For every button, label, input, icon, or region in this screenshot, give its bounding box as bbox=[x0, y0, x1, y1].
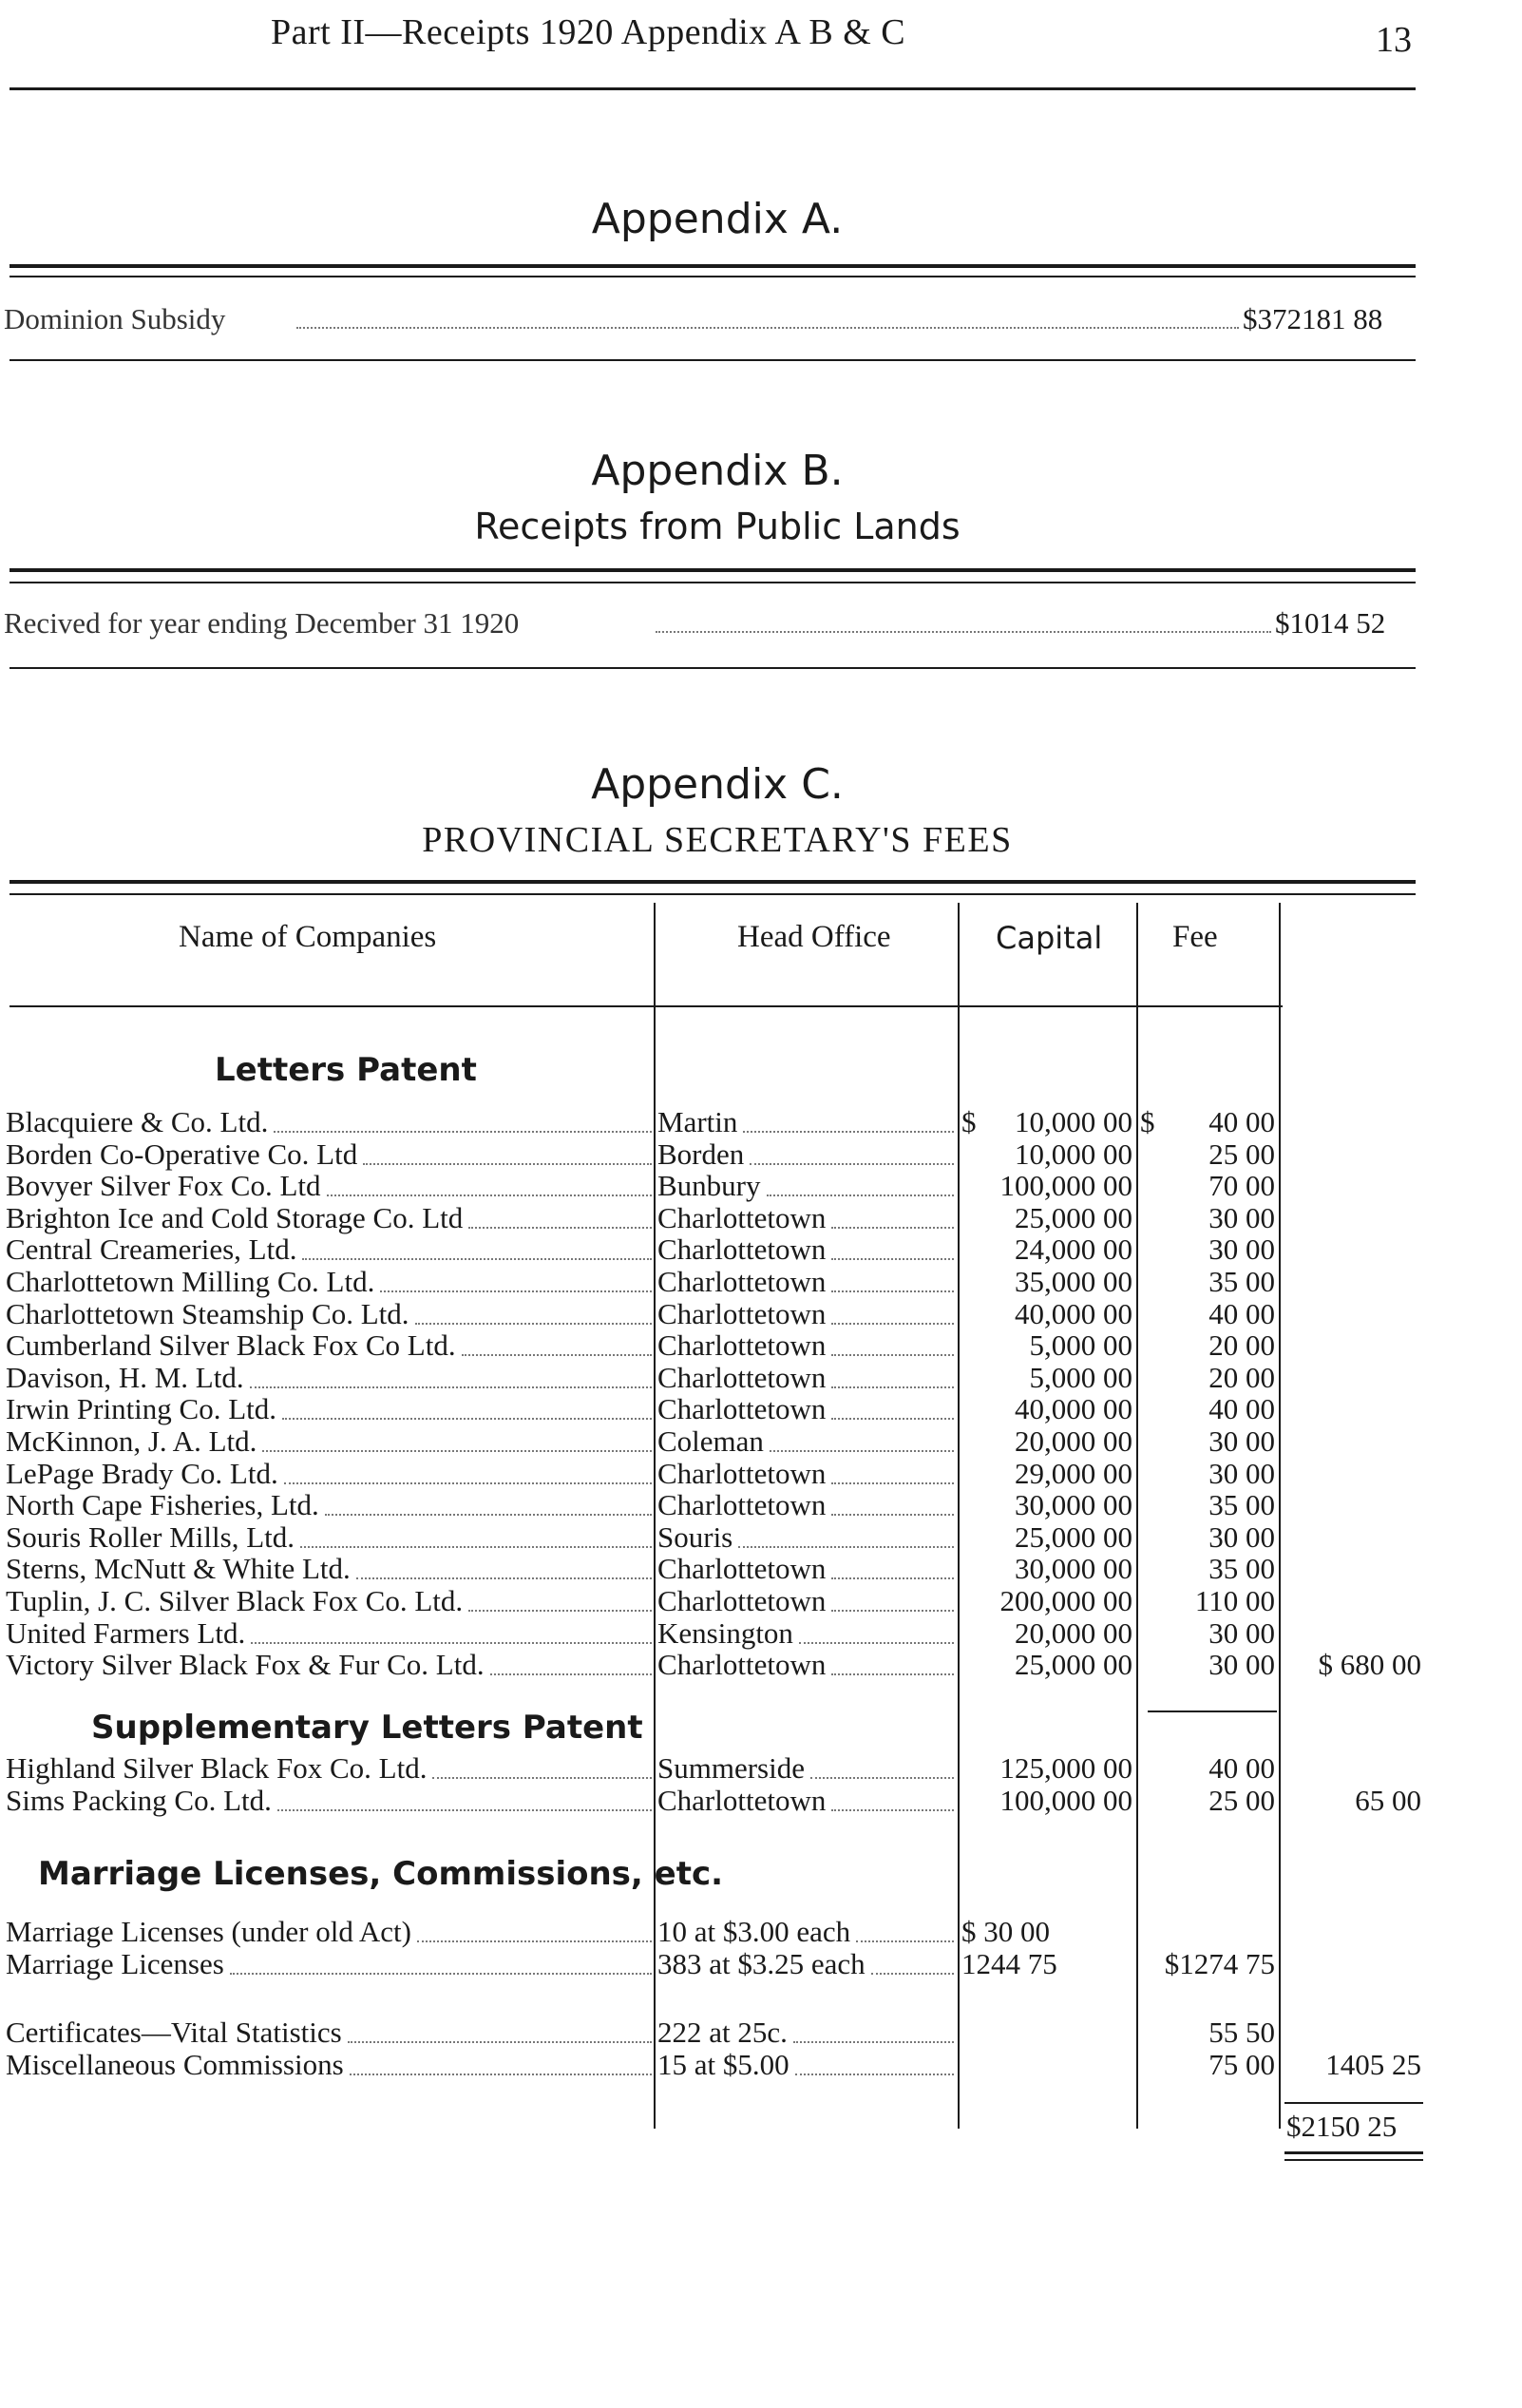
capital-value: 100,000 00 bbox=[999, 1170, 1132, 1203]
fee-value: 30 00 bbox=[1208, 1425, 1275, 1458]
head-office: Summerside bbox=[657, 1752, 805, 1785]
company-name: Charlottetown Steamship Co. Ltd. bbox=[6, 1297, 409, 1330]
office-leader bbox=[831, 1458, 954, 1490]
table-row bbox=[0, 1916, 1522, 1948]
company-name: Borden Co-Operative Co. Ltd bbox=[6, 1137, 358, 1171]
company-name: Sterns, McNutt & White Ltd. bbox=[6, 1553, 351, 1586]
name-leader bbox=[356, 1553, 652, 1585]
head-office: Charlottetown bbox=[657, 1201, 827, 1234]
company-name: Victory Silver Black Fox & Fur Co. Ltd. bbox=[6, 1649, 485, 1682]
office-leader bbox=[871, 1948, 954, 1980]
head-office: Charlottetown bbox=[657, 1585, 827, 1617]
head-office: Charlottetown bbox=[657, 1784, 827, 1817]
company-name: United Farmers Ltd. bbox=[6, 1616, 246, 1650]
table-row bbox=[0, 1170, 1522, 1202]
fee-value: 40 00 bbox=[1208, 1752, 1275, 1785]
table-row bbox=[0, 1649, 1522, 1681]
company-name: Highland Silver Black Fox Co. Ltd. bbox=[6, 1752, 428, 1785]
office-leader bbox=[799, 1617, 954, 1650]
name-leader bbox=[327, 1170, 652, 1202]
capital-value: 40,000 00 bbox=[1015, 1297, 1132, 1330]
office-leader bbox=[831, 1489, 954, 1521]
company-name: Blacquiere & Co. Ltd. bbox=[6, 1106, 269, 1138]
fee-value: $1274 75 bbox=[1164, 1947, 1275, 1980]
capital-currency-symbol: $ bbox=[961, 1106, 977, 1138]
name-leader bbox=[432, 1752, 652, 1785]
public-lands-leader bbox=[656, 606, 1271, 639]
office-leader bbox=[856, 1916, 954, 1948]
head-office: Charlottetown bbox=[657, 1233, 827, 1267]
table-row bbox=[0, 1393, 1522, 1425]
capital-value: 25,000 00 bbox=[1015, 1649, 1132, 1682]
appendix-c-title: Appendix C. bbox=[591, 760, 844, 809]
capital-value: 20,000 00 bbox=[1015, 1616, 1132, 1650]
office-leader bbox=[831, 1785, 954, 1817]
fee-value: 40 00 bbox=[1208, 1297, 1275, 1330]
table-row bbox=[0, 1106, 1522, 1138]
office-leader bbox=[810, 1752, 954, 1785]
appendix-c-rule-top-2 bbox=[10, 893, 1416, 895]
name-leader bbox=[251, 1617, 652, 1650]
name-leader bbox=[282, 1393, 652, 1425]
office-leader bbox=[831, 1585, 954, 1617]
page-number: 13 bbox=[1376, 20, 1412, 60]
grand-total-rule-bottom bbox=[1284, 2151, 1423, 2154]
office-leader bbox=[743, 1106, 954, 1138]
dominion-subsidy-leader bbox=[296, 302, 1239, 334]
section-total: 65 00 bbox=[1355, 1784, 1421, 1817]
column-header-fee: Fee bbox=[1172, 920, 1218, 954]
appendix-a-rule-bottom bbox=[10, 359, 1416, 361]
company-name: Marriage Licenses (under old Act) bbox=[6, 1916, 411, 1948]
company-name: Brighton Ice and Cold Storage Co. Ltd bbox=[6, 1201, 464, 1234]
company-name: Sims Packing Co. Ltd. bbox=[6, 1784, 272, 1817]
head-office: Coleman bbox=[657, 1425, 764, 1458]
fee-value: 30 00 bbox=[1208, 1457, 1275, 1490]
table-row bbox=[0, 2016, 1522, 2049]
head-office: Martin bbox=[657, 1106, 738, 1138]
table-row bbox=[0, 1202, 1522, 1234]
column-header-head-office: Head Office bbox=[737, 920, 891, 954]
head-office: Charlottetown bbox=[657, 1553, 827, 1586]
column-header-rule bbox=[10, 1005, 1283, 1007]
appendix-c-rule-top bbox=[10, 880, 1416, 884]
table-row bbox=[0, 1948, 1522, 1980]
table-row bbox=[0, 1752, 1522, 1785]
fee-value: 110 00 bbox=[1194, 1585, 1275, 1617]
table-row bbox=[0, 1458, 1522, 1490]
head-office: Charlottetown bbox=[657, 1266, 827, 1298]
company-name: Cumberland Silver Black Fox Co Ltd. bbox=[6, 1329, 456, 1363]
capital-value: 5,000 00 bbox=[1029, 1361, 1132, 1394]
capital-value: 20,000 00 bbox=[1015, 1425, 1132, 1458]
table-row bbox=[0, 1553, 1522, 1585]
company-name: Marriage Licenses bbox=[6, 1947, 224, 1980]
name-leader bbox=[415, 1298, 652, 1330]
office-leader bbox=[831, 1329, 954, 1362]
company-name: Central Creameries, Ltd. bbox=[6, 1233, 297, 1267]
head-office: Charlottetown bbox=[657, 1457, 827, 1490]
fee-value: 40 00 bbox=[1208, 1393, 1275, 1426]
office-leader bbox=[831, 1298, 954, 1330]
name-leader bbox=[490, 1649, 652, 1681]
name-leader bbox=[417, 1916, 652, 1948]
capital-value: 10,000 00 bbox=[1015, 1106, 1132, 1138]
table-row bbox=[0, 2049, 1522, 2081]
name-leader bbox=[300, 1521, 652, 1554]
fee-value: 20 00 bbox=[1208, 1329, 1275, 1363]
section-total: 1405 25 bbox=[1325, 2048, 1421, 2081]
fee-value: 40 00 bbox=[1208, 1106, 1275, 1138]
name-leader bbox=[277, 1785, 652, 1817]
appendix-a-title: Appendix A. bbox=[591, 195, 844, 243]
capital-value: 35,000 00 bbox=[1015, 1266, 1132, 1298]
name-leader bbox=[363, 1138, 652, 1171]
capital-value: 25,000 00 bbox=[1015, 1520, 1132, 1554]
fee-value: 25 00 bbox=[1208, 1784, 1275, 1817]
rate-description: 15 at $5.00 bbox=[657, 2048, 790, 2081]
capital-value: 30,000 00 bbox=[1015, 1489, 1132, 1522]
section-total: $ 680 00 bbox=[1318, 1649, 1421, 1682]
fee-subtotal-rule-1 bbox=[1148, 1710, 1277, 1712]
table-row bbox=[0, 1329, 1522, 1362]
head-office: Charlottetown bbox=[657, 1649, 827, 1682]
office-leader bbox=[831, 1649, 954, 1681]
company-name: Irwin Printing Co. Ltd. bbox=[6, 1393, 277, 1426]
capital-value: 125,000 00 bbox=[999, 1752, 1132, 1785]
section-heading-letters-patent: Letters Patent bbox=[215, 1051, 477, 1089]
capital-value: 10,000 00 bbox=[1015, 1137, 1132, 1171]
fee-value: 35 00 bbox=[1208, 1266, 1275, 1298]
fee-currency-symbol: $ bbox=[1140, 1106, 1155, 1138]
office-leader bbox=[750, 1138, 954, 1171]
head-office: Kensington bbox=[657, 1616, 793, 1650]
dominion-subsidy-label: Dominion Subsidy bbox=[4, 302, 226, 335]
company-name: North Cape Fisheries, Ltd. bbox=[6, 1489, 319, 1522]
fee-value: 70 00 bbox=[1208, 1170, 1275, 1203]
name-leader bbox=[302, 1233, 652, 1266]
name-leader bbox=[380, 1266, 652, 1298]
header-rule bbox=[10, 87, 1416, 90]
appendix-b-rule-top bbox=[10, 568, 1416, 572]
name-leader bbox=[468, 1585, 652, 1617]
name-leader bbox=[325, 1489, 652, 1521]
capital-value: 40,000 00 bbox=[1015, 1393, 1132, 1426]
office-leader bbox=[831, 1362, 954, 1394]
head-office: Charlottetown bbox=[657, 1489, 827, 1522]
company-name: Souris Roller Mills, Ltd. bbox=[6, 1520, 295, 1554]
table-row bbox=[0, 1785, 1522, 1817]
column-header-capital: Capital bbox=[996, 920, 1103, 956]
appendix-b-title: Appendix B. bbox=[591, 447, 844, 495]
name-leader bbox=[350, 2049, 652, 2081]
name-leader bbox=[262, 1425, 652, 1458]
running-title: Part II—Receipts 1920 Appendix A B & C bbox=[271, 12, 906, 52]
capital-value: 25,000 00 bbox=[1015, 1201, 1132, 1234]
name-leader bbox=[284, 1458, 652, 1490]
grand-total-rule-top bbox=[1284, 2102, 1423, 2104]
company-name: Certificates—Vital Statistics bbox=[6, 2016, 342, 2049]
office-leader bbox=[795, 2049, 954, 2081]
table-row bbox=[0, 1617, 1522, 1650]
fee-value: 35 00 bbox=[1208, 1553, 1275, 1586]
rate-description: 10 at $3.00 each bbox=[657, 1916, 851, 1948]
company-name: McKinnon, J. A. Ltd. bbox=[6, 1425, 257, 1458]
public-lands-amount: $1014 52 bbox=[1275, 606, 1386, 640]
table-row bbox=[0, 1233, 1522, 1266]
company-name: Bovyer Silver Fox Co. Ltd bbox=[6, 1170, 321, 1203]
name-leader bbox=[462, 1329, 652, 1362]
company-name: Miscellaneous Commissions bbox=[6, 2048, 344, 2081]
public-lands-label: Recived for year ending December 31 1920 bbox=[4, 606, 520, 640]
fee-value: 30 00 bbox=[1208, 1233, 1275, 1267]
table-row bbox=[0, 1298, 1522, 1330]
fee-value: 30 00 bbox=[1208, 1201, 1275, 1234]
fee-value: 75 00 bbox=[1208, 2048, 1275, 2081]
fee-value: 30 00 bbox=[1208, 1649, 1275, 1682]
appendix-c-subtitle: PROVINCIAL SECRETARY'S FEES bbox=[422, 820, 1013, 860]
grand-total-rule-bottom-2 bbox=[1284, 2159, 1423, 2161]
name-leader bbox=[468, 1202, 652, 1234]
company-name: Tuplin, J. C. Silver Black Fox Co. Ltd. bbox=[6, 1585, 464, 1617]
fee-value: 55 50 bbox=[1208, 2016, 1275, 2049]
office-leader bbox=[831, 1202, 954, 1234]
appendix-b-subtitle: Receipts from Public Lands bbox=[474, 506, 961, 547]
capital-value: 5,000 00 bbox=[1029, 1329, 1132, 1363]
capital-value: $ 30 00 bbox=[961, 1916, 1050, 1948]
table-row bbox=[0, 1362, 1522, 1394]
office-leader bbox=[738, 1521, 954, 1554]
column-header-name: Name of Companies bbox=[179, 920, 437, 954]
fee-value: 20 00 bbox=[1208, 1361, 1275, 1394]
head-office: Charlottetown bbox=[657, 1329, 827, 1363]
company-name: Charlottetown Milling Co. Ltd. bbox=[6, 1266, 375, 1298]
grand-total: $2150 25 bbox=[1286, 2110, 1398, 2143]
table-row bbox=[0, 1138, 1522, 1171]
company-name: LePage Brady Co. Ltd. bbox=[6, 1457, 278, 1490]
section-heading-supplementary: Supplementary Letters Patent bbox=[91, 1709, 643, 1747]
head-office: Souris bbox=[657, 1520, 733, 1554]
appendix-a-rule-top-2 bbox=[10, 276, 1416, 277]
name-leader bbox=[348, 2016, 652, 2049]
rate-description: 383 at $3.25 each bbox=[657, 1947, 866, 1980]
appendix-b-rule-top-2 bbox=[10, 582, 1416, 583]
office-leader bbox=[831, 1553, 954, 1585]
capital-value: 24,000 00 bbox=[1015, 1233, 1132, 1267]
fee-value: 30 00 bbox=[1208, 1520, 1275, 1554]
head-office: Charlottetown bbox=[657, 1297, 827, 1330]
rate-description: 222 at 25c. bbox=[657, 2016, 788, 2049]
office-leader bbox=[831, 1393, 954, 1425]
capital-value: 29,000 00 bbox=[1015, 1457, 1132, 1490]
capital-value: 30,000 00 bbox=[1015, 1553, 1132, 1586]
head-office: Borden bbox=[657, 1137, 745, 1171]
appendix-a-rule-top bbox=[10, 264, 1416, 268]
office-leader bbox=[831, 1266, 954, 1298]
capital-value: 100,000 00 bbox=[999, 1784, 1132, 1817]
table-row bbox=[0, 1266, 1522, 1298]
appendix-b-rule-bottom bbox=[10, 667, 1416, 669]
dominion-subsidy-amount: $372181 88 bbox=[1243, 302, 1383, 335]
name-leader bbox=[230, 1948, 652, 1980]
name-leader bbox=[274, 1106, 652, 1138]
table-row bbox=[0, 1521, 1522, 1554]
capital-value: 1244 75 bbox=[961, 1947, 1057, 1980]
table-row bbox=[0, 1585, 1522, 1617]
head-office: Charlottetown bbox=[657, 1393, 827, 1426]
head-office: Charlottetown bbox=[657, 1361, 827, 1394]
fee-value: 25 00 bbox=[1208, 1137, 1275, 1171]
capital-value: 200,000 00 bbox=[999, 1585, 1132, 1617]
fee-value: 35 00 bbox=[1208, 1489, 1275, 1522]
office-leader bbox=[770, 1425, 954, 1458]
table-row bbox=[0, 1489, 1522, 1521]
office-leader bbox=[767, 1170, 954, 1202]
section-heading-marriage: Marriage Licenses, Commissions, etc. bbox=[38, 1855, 724, 1893]
company-name: Davison, H. M. Ltd. bbox=[6, 1361, 244, 1394]
head-office: Bunbury bbox=[657, 1170, 761, 1203]
table-row bbox=[0, 1425, 1522, 1458]
office-leader bbox=[831, 1233, 954, 1266]
name-leader bbox=[250, 1362, 652, 1394]
office-leader bbox=[793, 2016, 954, 2049]
fee-value: 30 00 bbox=[1208, 1616, 1275, 1650]
